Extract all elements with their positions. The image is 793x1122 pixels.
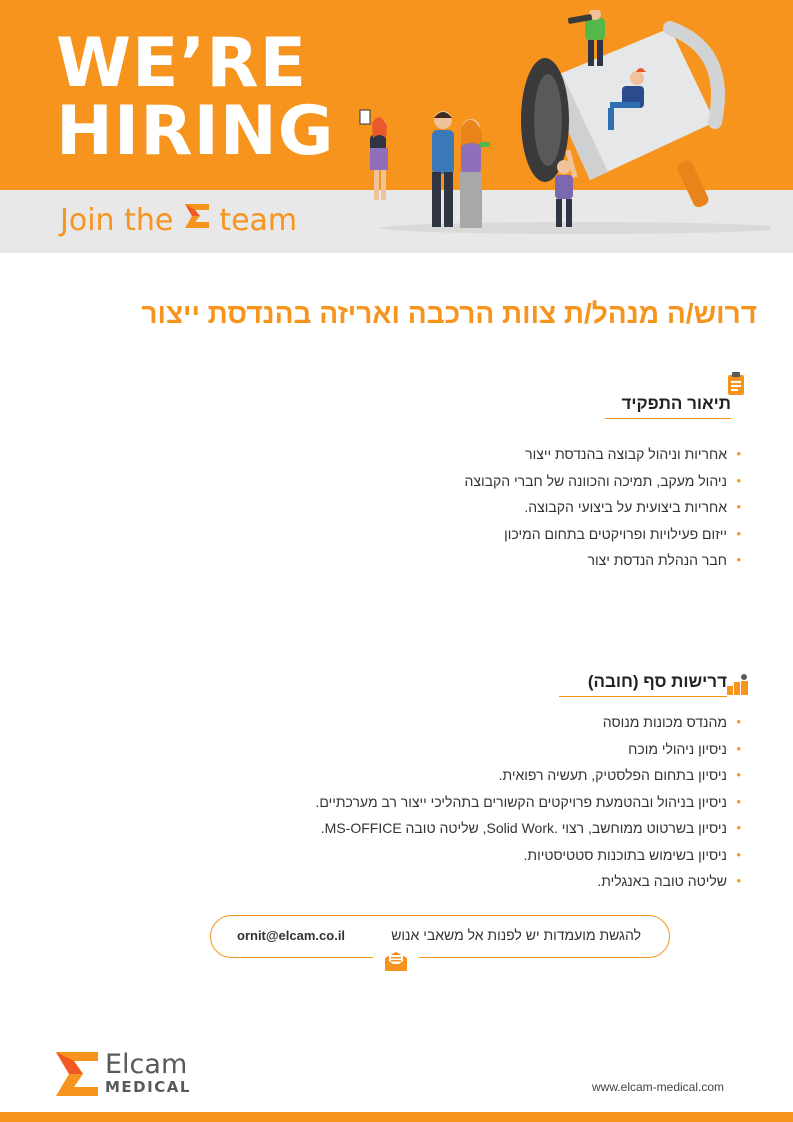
- hiring-banner: [0, 0, 793, 253]
- clipboard-icon: [727, 372, 745, 396]
- list-item: • אחריות ביצועית על ביצועי הקבוצה.: [464, 494, 741, 521]
- elcam-e-icon: [183, 201, 211, 241]
- list-item: • ניסיון ניהולי מוכח: [315, 736, 741, 763]
- website-link[interactable]: www.elcam-medical.com: [592, 1080, 725, 1094]
- list-item: • אחריות וניהול קבוצה בהנדסת ייצור: [464, 441, 741, 468]
- list-item: • חבר הנהלת הנדסת יצור: [464, 547, 741, 574]
- join-before-text: Join the: [60, 203, 174, 238]
- list-item: • שליטה טובה באנגלית.: [315, 868, 741, 895]
- headline-hiring: HIRING: [56, 92, 335, 171]
- requirements-list: [315, 709, 741, 895]
- logo-name: Elcam: [105, 1049, 188, 1080]
- list-item: • ייזום פעילויות ופרויקטים בתחום המיכון: [464, 521, 741, 548]
- requirements-heading: דרישות סף (חובה): [559, 672, 727, 697]
- envelope-icon: [373, 947, 419, 977]
- headline-were: WE’RE: [56, 24, 308, 103]
- list-item: • ניסיון בשימוש בתוכנות סטטיסטיות.: [315, 842, 741, 869]
- join-after-text: team: [219, 203, 298, 238]
- contact-email-link[interactable]: ornit@elcam.co.il: [237, 928, 346, 943]
- join-the-team-slogan: [60, 201, 297, 241]
- list-item: • מהנדס מכונות מנוסה: [315, 709, 741, 736]
- job-title: דרוש/ה מנהל/ת צוות הרכבה ואריזה בהנדסת ייצור: [141, 298, 757, 329]
- logo-subtitle: MEDICAL: [105, 1078, 191, 1096]
- team-podium-icon: [726, 674, 750, 696]
- megaphone-team-illustration: [340, 10, 770, 240]
- footer-accent-bar: [0, 1112, 793, 1122]
- list-item: • ניסיון בתחום הפלסטיק, תעשיה רפואית.: [315, 762, 741, 789]
- role-description-heading: תיאור התפקיד: [605, 394, 731, 419]
- list-item: • ניסיון בשרטוט ממוחשב, רצוי .Solid Work, שליטה טובה MS-OFFICE.: [315, 815, 741, 842]
- list-item: • ניסיון בניהול ובהטמעת פרויקטים הקשורים בתהליכי ייצור רב מערכתיים.: [315, 789, 741, 816]
- role-description-list: [464, 441, 741, 574]
- contact-text: להגשת מועמדות יש לפנות אל משאבי אנוש: [391, 927, 641, 943]
- list-item: • ניהול מעקב, תמיכה והכוונה של חברי הקבוצה: [464, 468, 741, 495]
- elcam-medical-logo: [56, 1050, 206, 1096]
- contact-box: [210, 915, 670, 958]
- elcam-logo-mark-icon: [56, 1052, 98, 1096]
